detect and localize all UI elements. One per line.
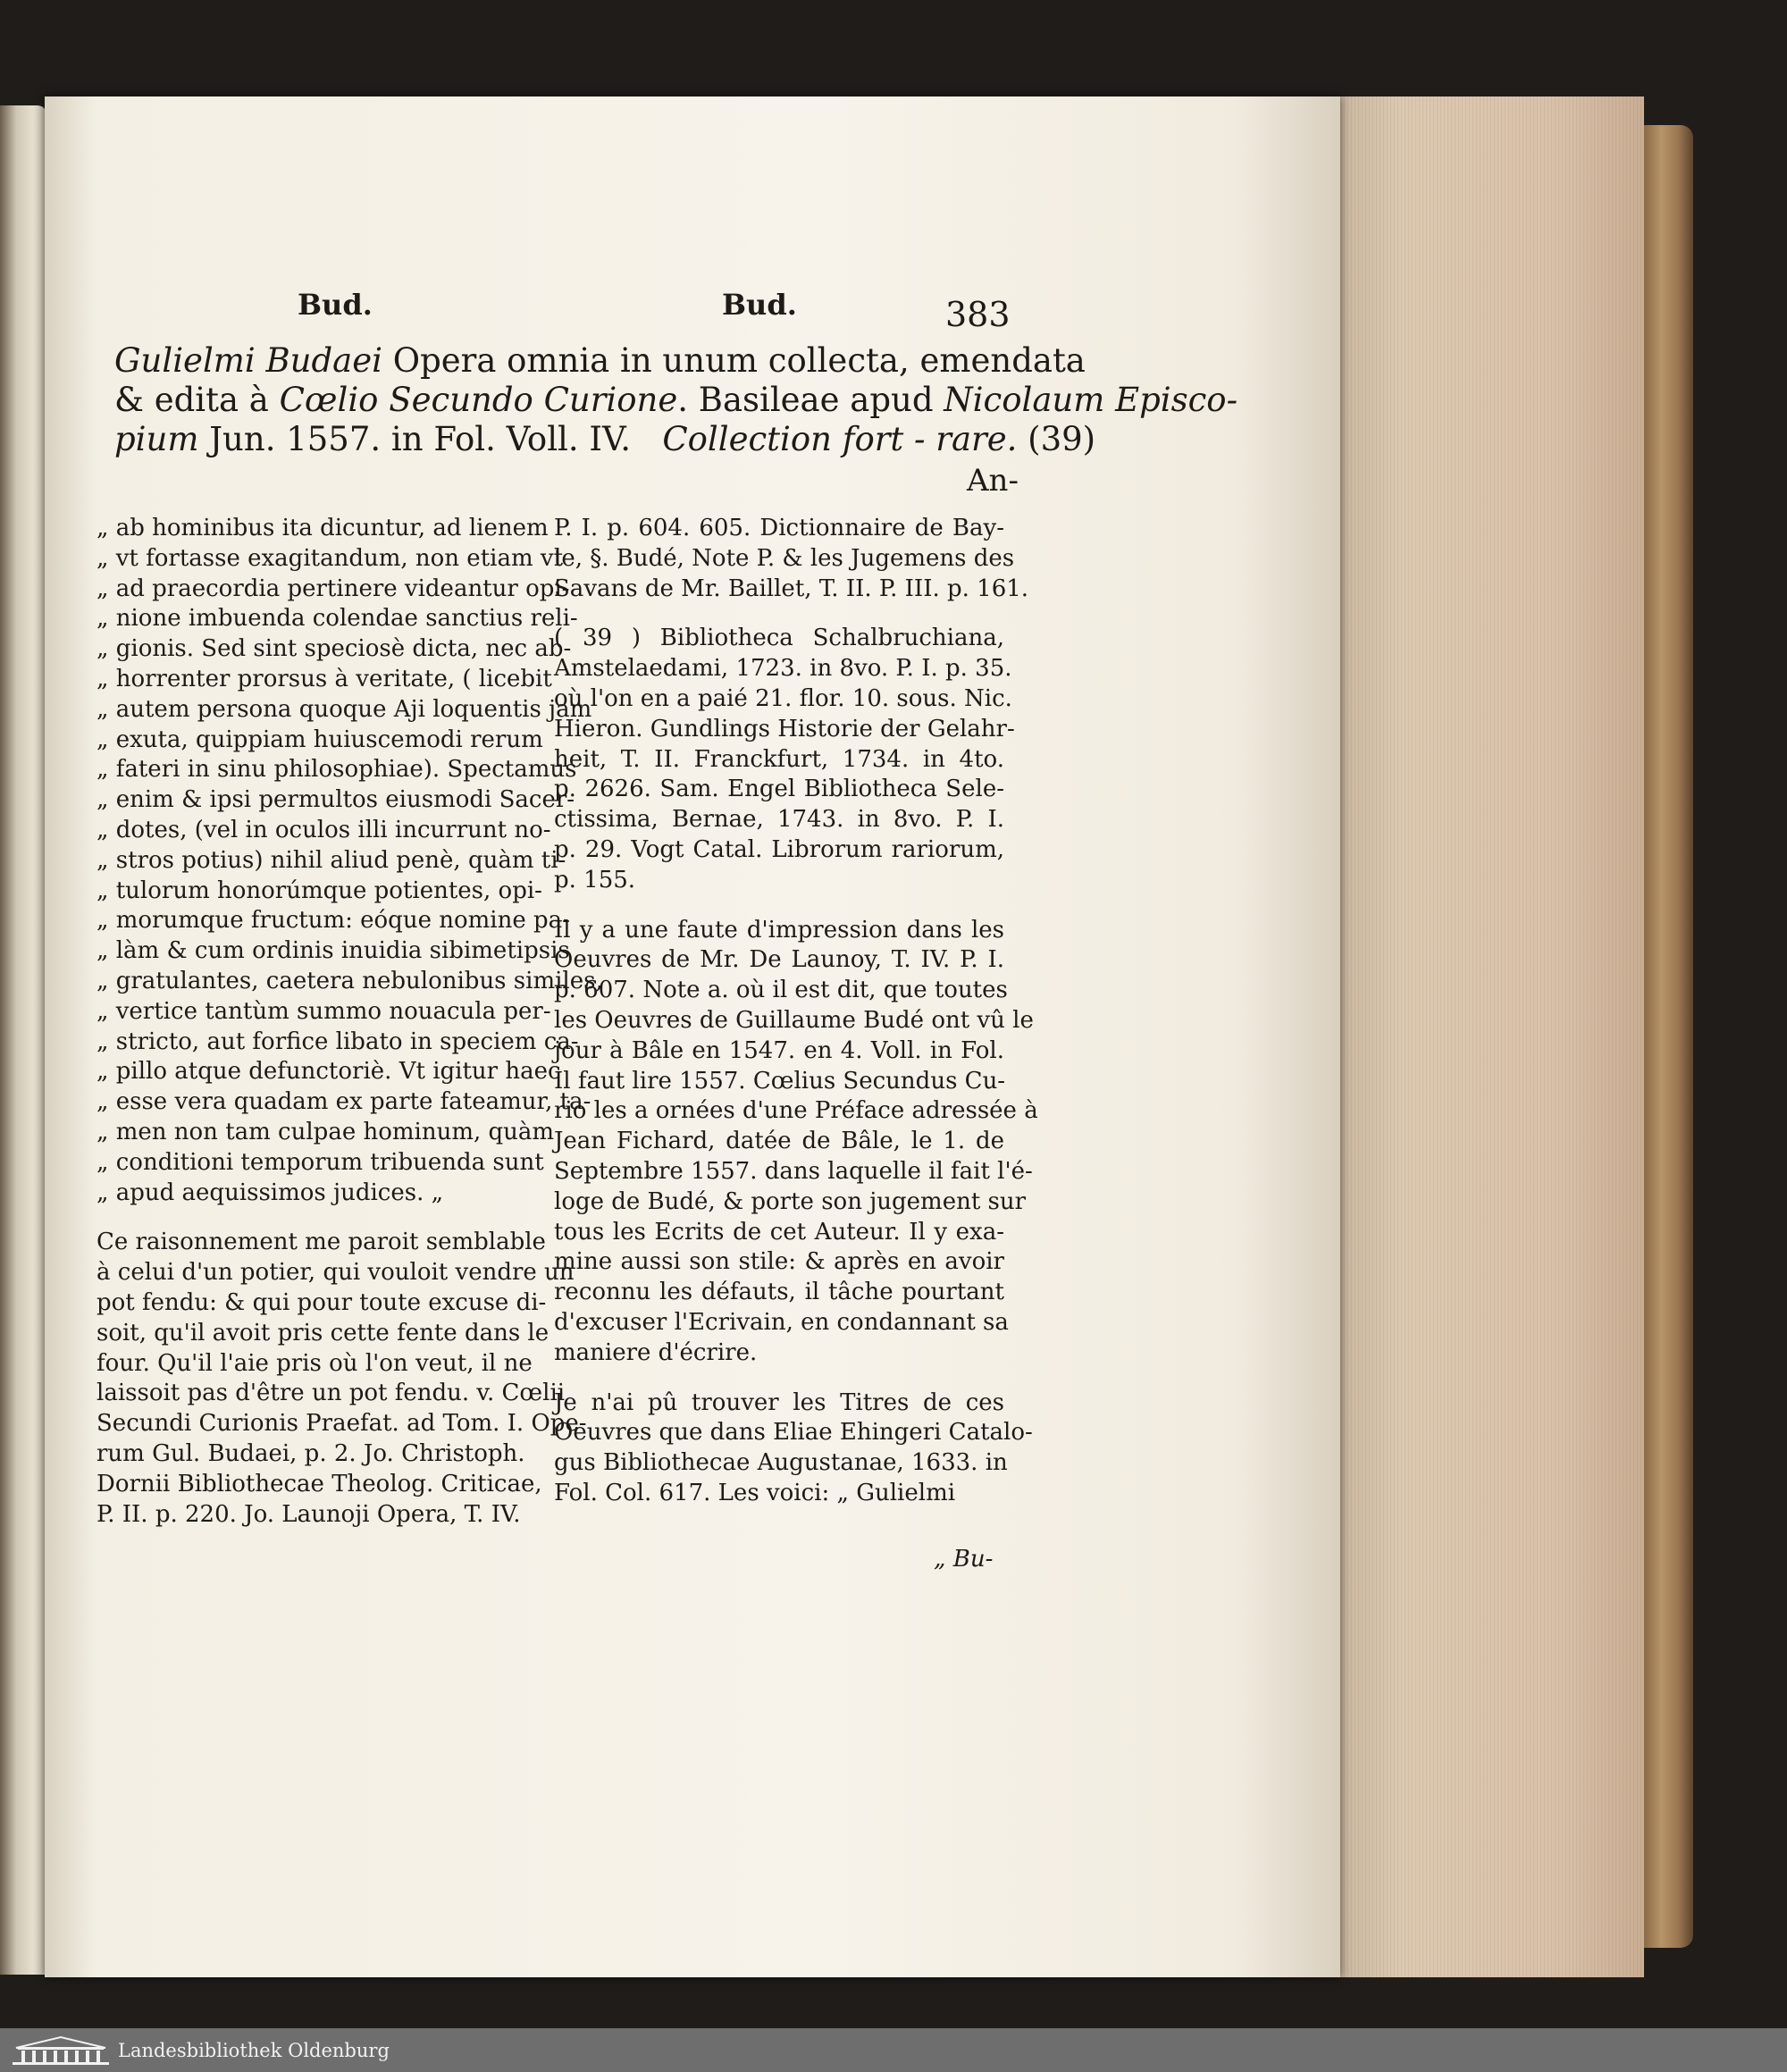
text-line: „ pillo atque defunctoriè. Vt igitur haec [96, 1058, 561, 1086]
text-line: Fol. Col. 617. Les voici: „ Gulielmi [554, 1479, 956, 1506]
text-line: Dornii Bibliothecae Theolog. Criticae, [96, 1470, 542, 1497]
text-line: „ fateri in sinu philosophiae). Spectamus [96, 756, 577, 784]
library-name: Landesbibliothek Oldenburg [118, 2039, 390, 2061]
text-line: Septembre 1557. dans laquelle il fait l'é- [554, 1157, 1033, 1185]
text-line: „ ad praecordia pertinere videantur opi- [96, 575, 570, 602]
text-line: les Oeuvres de Guillaume Budé ont vû le [554, 1006, 1034, 1034]
text-line: reconnu les défauts, il tâche pourtant [554, 1279, 1004, 1306]
text-line: Jean Fichard, datée de Bâle, le 1. de [554, 1128, 1004, 1155]
title-line-3: pium Jun. 1557. in Fol. Voll. IV. Collection fort - rare. [114, 420, 1018, 458]
text-line: „ vertice tantùm summo nouacula per- [96, 997, 551, 1025]
text-line: soit, qu'il avoit pris cette fente dans le [96, 1319, 550, 1346]
paragraph-gap [554, 1369, 1004, 1388]
text-line: „ dotes, (vel in oculos illi incurrunt no- [96, 816, 551, 843]
right-text-column [554, 514, 1038, 1509]
library-footer-bar [0, 2028, 1787, 2072]
text-line: „ ab hominibus ita dicuntur, ad lienem [96, 515, 549, 541]
text-line: mine aussi son stile: & après en avoir [554, 1248, 1004, 1276]
text-line: „ autem persona quoque Aji loquentis jam [96, 695, 592, 723]
paragraph-gap [554, 604, 1004, 624]
text-line: Ce raisonnement me paroit semblable [96, 1229, 546, 1256]
text-line: p. 155. [554, 866, 636, 893]
text-line: à celui d'un potier, qui vouloit vendre un [96, 1259, 575, 1287]
text-line: Hieron. Gundlings Historie der Gelahr- [554, 715, 1015, 742]
text-line: „ tulorum honorúmque potientes, opi- [96, 877, 542, 904]
text-line: d'excuser l'Ecrivain, en condannant sa [554, 1308, 1009, 1336]
title-line-1: Gulielmi Budaei Opera omnia in unum collecta, emendata [114, 341, 1086, 380]
text-line: „ esse vera quadam ex parte fateamur, ta- [96, 1088, 591, 1116]
title-line-4: An- [967, 463, 1019, 499]
text-line: maniere d'écrire. [554, 1338, 758, 1366]
text-line: rio les a ornées d'une Préface adressée à [554, 1097, 1038, 1125]
text-line: le, §. Budé, Note P. & les Jugemens des [554, 544, 1015, 572]
library-building-icon [11, 2035, 111, 2066]
text-line: p. 607. Note a. où il est dit, que toutes [554, 977, 1008, 1004]
text-line: four. Qu'il l'aie pris où l'on veut, il ne [96, 1349, 533, 1377]
running-head-center: Bud. [722, 288, 797, 322]
running-head-left: Bud. [298, 288, 373, 322]
title-line-2: & edita à Cœlio Secundo Curione. Basileae apud Nicolaum Episco- [114, 381, 1238, 419]
text-line: p. 2626. Sam. Engel Bibliotheca Sele- [554, 776, 1004, 803]
text-line: loge de Budé, & porte son jugement sur [554, 1187, 1027, 1215]
paragraph-gap [554, 896, 1004, 916]
book-page-edges [1340, 96, 1644, 1977]
text-line: „ exuta, quippiam huiuscemodi rerum [96, 726, 543, 753]
text-line: ( 39 ) Bibliotheca Schalbruchiana, [554, 625, 1004, 652]
text-line: Secundi Curionis Praefat. ad Tom. I. Ope- [96, 1410, 587, 1438]
text-line: Savans de Mr. Baillet, T. II. P. III. p. 161. [554, 575, 1029, 602]
text-line: heit, T. II. Franckfurt, 1734. in 4to. [554, 745, 1004, 773]
text-line: p. 29. Vogt Catal. Librorum rariorum, [554, 835, 1004, 863]
text-line: „ apud aequissimos judices. „ [96, 1179, 444, 1206]
text-line: „ làm & cum ordinis inuidia sibimetipsis [96, 937, 570, 965]
text-line: „ nione imbuenda colendae sanctius reli- [96, 605, 578, 633]
text-line: „ vt fortasse exagitandum, non etiam vt [96, 544, 564, 572]
text-line: „ enim & ipsi permultos eiusmodi Sacer- [96, 786, 575, 814]
facing-page-edge [0, 105, 46, 1975]
text-line: tous les Ecrits de cet Auteur. Il y exa- [554, 1218, 1004, 1246]
text-line: „ horrenter prorsus à veritate, ( licebit [96, 665, 552, 692]
text-line: „ gratulantes, caetera nebulonibus similes, [96, 967, 603, 994]
text-line: P. I. p. 604. 605. Dictionnaire de Bay- [554, 515, 1004, 541]
text-line: Il faut lire 1557. Cœlius Secundus Cu- [554, 1067, 1006, 1095]
text-line: pot fendu: & qui pour toute excuse di- [96, 1288, 547, 1316]
text-line: „ stricto, aut forfice libato in speciem ca- [96, 1028, 579, 1055]
text-line: laissoit pas d'être un pot fendu. v. Cœlii [96, 1380, 566, 1407]
paragraph-gap [96, 1208, 522, 1228]
text-line: rum Gul. Budaei, p. 2. Jo. Christoph. [96, 1439, 525, 1467]
text-line: jour à Bâle en 1547. en 4. Voll. in Fol. [554, 1036, 1004, 1064]
text-line: P. II. p. 220. Jo. Launoji Opera, T. IV. [96, 1500, 521, 1528]
text-line: Il y a une faute d'impression dans les [554, 916, 1004, 944]
text-line: Je n'ai pû trouver les Titres de ces [554, 1388, 1004, 1416]
text-line: „ men non tam culpae hominum, quàm [96, 1118, 555, 1145]
text-line: ctissima, Bernae, 1743. in 8vo. P. I. [554, 806, 1004, 834]
page-number: 383 [945, 295, 1011, 334]
text-line: gus Bibliothecae Augustanae, 1633. in [554, 1449, 1008, 1477]
text-line: „ morumque fructum: eóque nomine pa- [96, 907, 570, 935]
text-line: Amstelaedami, 1723. in 8vo. P. I. p. 35. [554, 655, 1012, 683]
text-line: Oeuvres que dans Eliae Ehingeri Catalo- [554, 1419, 1033, 1447]
text-line: „ gionis. Sed sint speciosè dicta, nec ab- [96, 635, 572, 663]
text-line: „ conditioni temporum tribuenda sunt [96, 1148, 544, 1176]
catchword: „ Bu- [934, 1546, 994, 1573]
text-line: „ stros potius) nihil aliud penè, quàm ti- [96, 846, 566, 874]
text-line: Oeuvres de Mr. De Launoy, T. IV. P. I. [554, 946, 1004, 974]
book-cover-edge [1644, 125, 1693, 1948]
text-line: où l'on en a paié 21. flor. 10. sous. Nic. [554, 684, 1012, 712]
